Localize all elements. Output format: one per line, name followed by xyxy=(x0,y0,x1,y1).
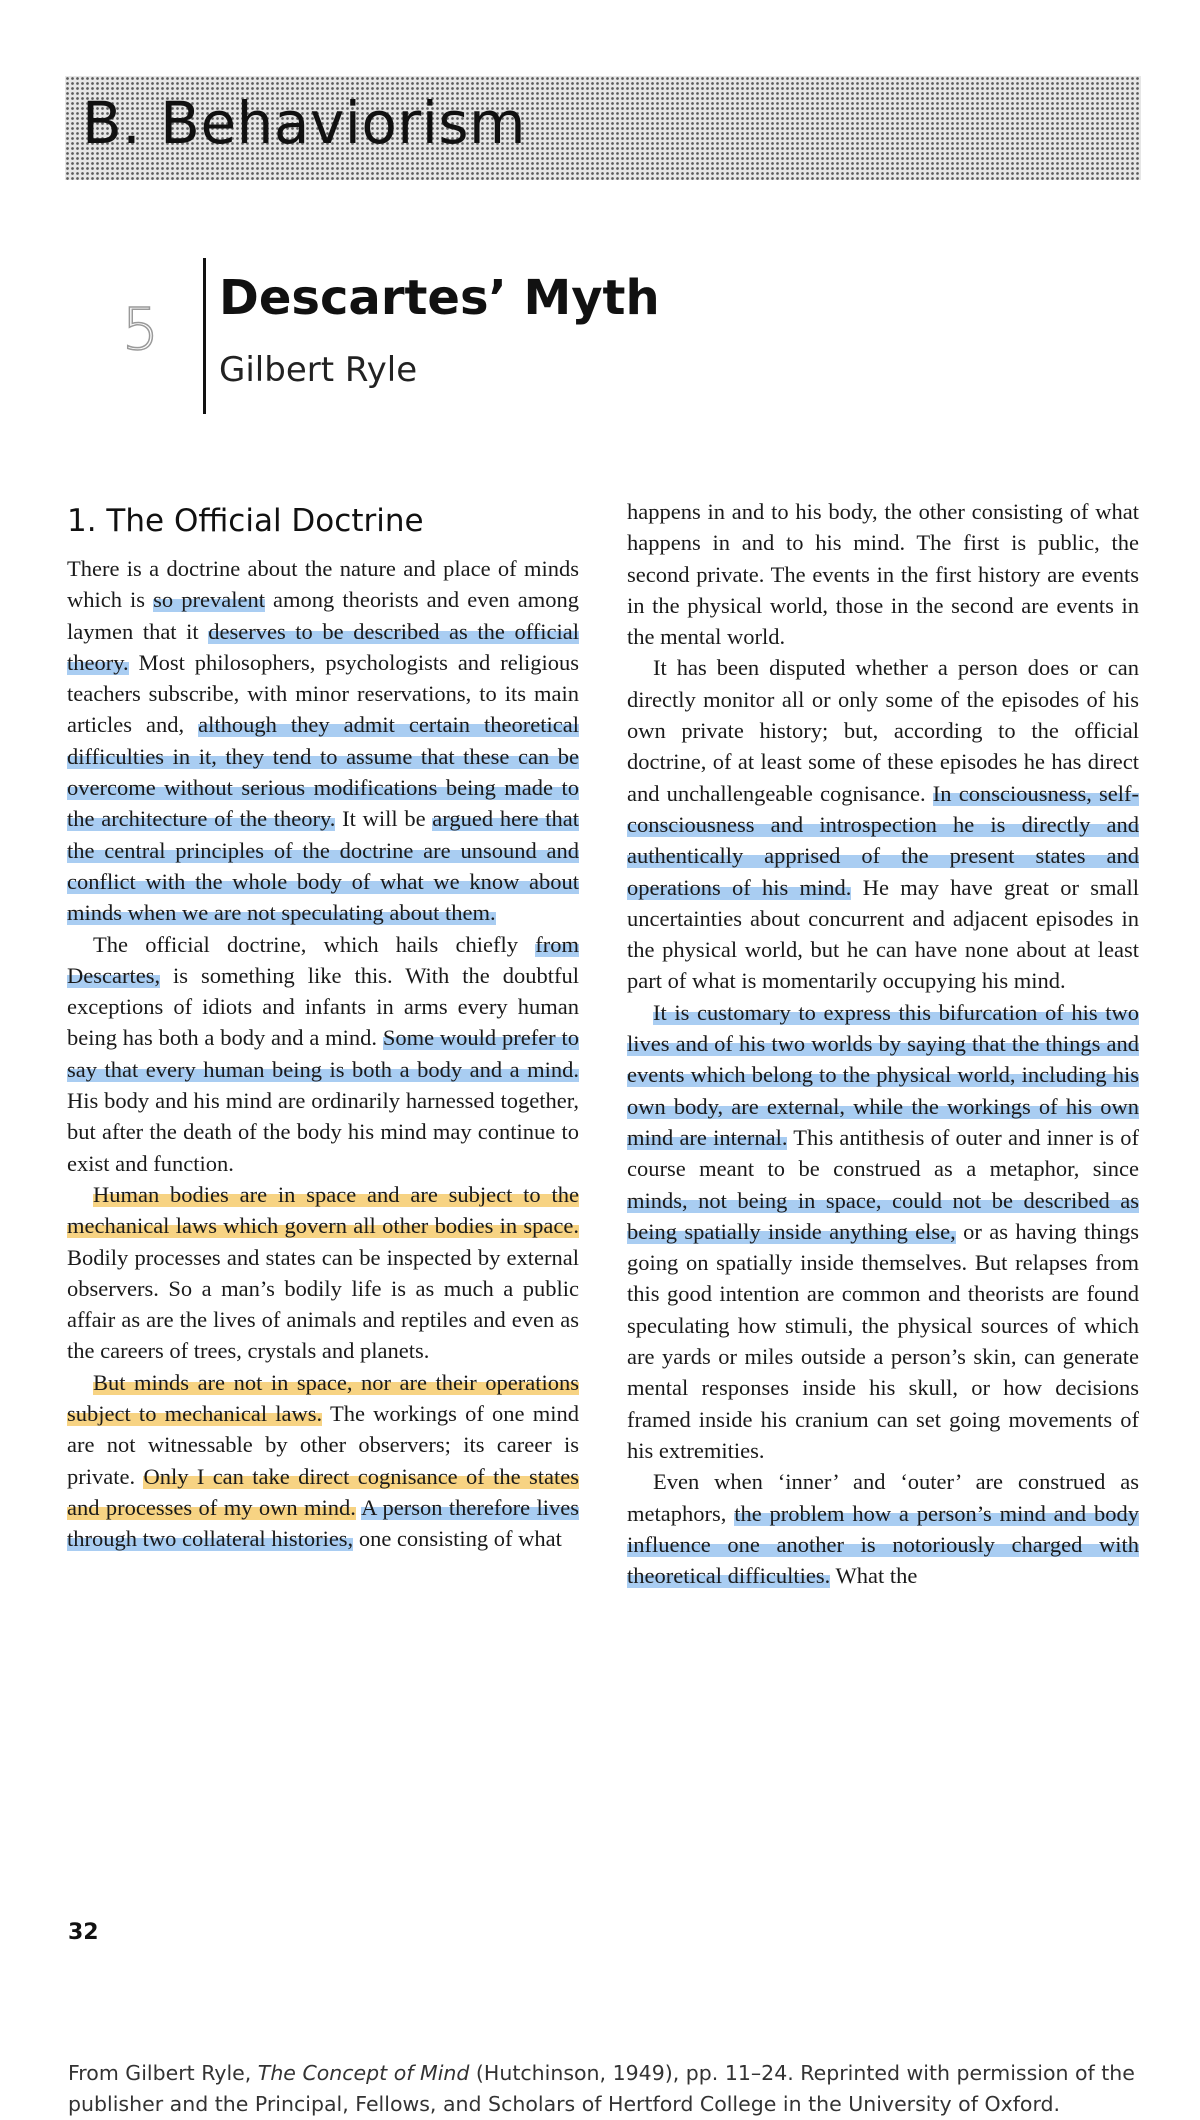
paragraph xyxy=(67,1179,579,1367)
paragraph xyxy=(627,1466,1139,1591)
highlighted-text: minds, not being in space, could not be described as being spatially inside anything else, xyxy=(627,1187,1139,1244)
text-run: From Gilbert Ryle, xyxy=(68,2061,258,2085)
highlighted-text: In consciousness, self-consciousness and introspection he is directly and authentically apprised of the present states and operations of his mind. xyxy=(627,780,1139,900)
highlighted-text: But minds are not in space, nor are their operations subject to mechanical laws. xyxy=(67,1369,579,1427)
highlighted-text: deserves to be described as the official theory. xyxy=(67,618,580,675)
text-run: What the xyxy=(830,1563,918,1589)
text-run: Most philosophers, psychologists and religious teachers subscribe, with minor reservations, to its main articles and, xyxy=(67,649,579,738)
text-run: It has been disputed whether a person does or can directly monitor all or only some of the episodes of his own private history; but, according to the official doctrine, of at least some of these episodes he has direct and unchallengeable cognisance. xyxy=(627,655,1139,806)
text-run: He may have great or small uncertainties about concurrent and adjacent episodes in the physical world, but he can have none about at least part of what is momentarily occupying his mind. xyxy=(627,874,1139,994)
text-run: or as having things going on spatially inside themselves. But relapses from this good intention are common and theorists are found speculating how stimuli, the physical sources of which are yards or miles outside a person’s skin, can generate mental responses inside his skull, or how decisions framed inside his cranium can set going movements of his extremities. xyxy=(627,1218,1140,1463)
highlighted-text: argued here that the central principles of the doctrine are unsound and conflict with the whole body of what we know about minds when we are not speculating about them. xyxy=(67,806,580,926)
highlighted-text: A person therefore lives through two collateral histories, xyxy=(67,1494,579,1552)
paragraph xyxy=(67,553,579,929)
text-run: among theorists and even among laymen that it xyxy=(67,587,580,644)
section-banner-title: B. Behaviorism xyxy=(82,89,527,157)
source-footnote xyxy=(68,2058,1140,2120)
chapter-number: 5 xyxy=(122,295,159,363)
paragraph xyxy=(627,496,1139,652)
italic-title: The Concept of Mind xyxy=(257,2061,470,2085)
highlighted-text: Some would prefer to say that every human being is both a body and a mind. xyxy=(67,1025,579,1082)
paragraph xyxy=(627,652,1139,996)
right-column xyxy=(627,496,1139,1591)
text-run: Bodily processes and states can be inspected by external observers. So a man’s bodily life is as much a public affair as are the lives of animals and reptiles and even as the careers of trees, crystals and planets. xyxy=(67,1244,579,1364)
text-run: The official doctrine, which hails chiefly xyxy=(93,931,536,957)
text-run: There is a doctrine about the nature and place of minds which is xyxy=(67,556,579,613)
highlighted-text: so prevalent xyxy=(153,587,265,613)
left-column xyxy=(67,496,579,1555)
paragraph xyxy=(67,929,579,1179)
chapter-title: Descartes’ Myth xyxy=(219,270,660,326)
highlighted-text: from Descartes, xyxy=(67,931,579,988)
highlighted-text: the problem how a person’s mind and body influence one another is notoriously charged with theoretical difficulties. xyxy=(627,1500,1139,1589)
chapter-author: Gilbert Ryle xyxy=(219,350,418,390)
text-run: This antithesis of outer and inner is of course meant to be construed as a metaphor, since xyxy=(627,1124,1139,1182)
paragraph xyxy=(67,1367,579,1555)
chapter-divider xyxy=(203,258,206,414)
highlighted-text: although they admit certain theoretical difficulties in it, they tend to assume that these can be overcome without serious modifications being made to the architecture of the theory. xyxy=(67,712,579,832)
page-number: 32 xyxy=(68,1920,99,1945)
text-run: happens in and to his body, the other consisting of what happens in and to his mind. The first is public, the second private. The events in the first history are events in the physical world, those in the second are events in the mental world. xyxy=(627,499,1139,650)
text-run: one consisting of what xyxy=(353,1526,562,1552)
text-run: is something like this. With the doubtful exceptions of idiots and infants in arms every human being has both a body and a mind. xyxy=(67,962,579,1051)
paragraph xyxy=(627,997,1139,1466)
highlighted-text: Human bodies are in space and are subject to the mechanical laws which govern all other bodies in space. xyxy=(67,1181,579,1239)
text-run: His body and his mind are ordinarily harnessed together, but after the death of the body his mind may continue to exist and function. xyxy=(67,1088,579,1176)
highlighted-text: Only I can take direct cognisance of the states and processes of my own mind. xyxy=(67,1463,579,1520)
section-heading: 1. The Official Doctrine xyxy=(67,503,424,539)
text-run: The workings of one mind are not witnessable by other observers; its career is private. xyxy=(67,1401,579,1489)
text-run: Even when ‘inner’ and ‘outer’ are construed as metaphors, xyxy=(627,1469,1139,1526)
text-run: (Hutchinson, 1949), pp. 11–24. Reprinted with permission of the publisher and the Principal, Fellows, and Scholars of Hertford College in the University of Oxford. xyxy=(68,2061,1135,2116)
text-run: It will be xyxy=(335,806,433,832)
highlighted-text: It is customary to express this bifurcation of his two lives and of his two worlds by saying that the things and events which belong to the physical world, including his own body, are external, while the workings of his own mind are internal. xyxy=(627,999,1139,1150)
